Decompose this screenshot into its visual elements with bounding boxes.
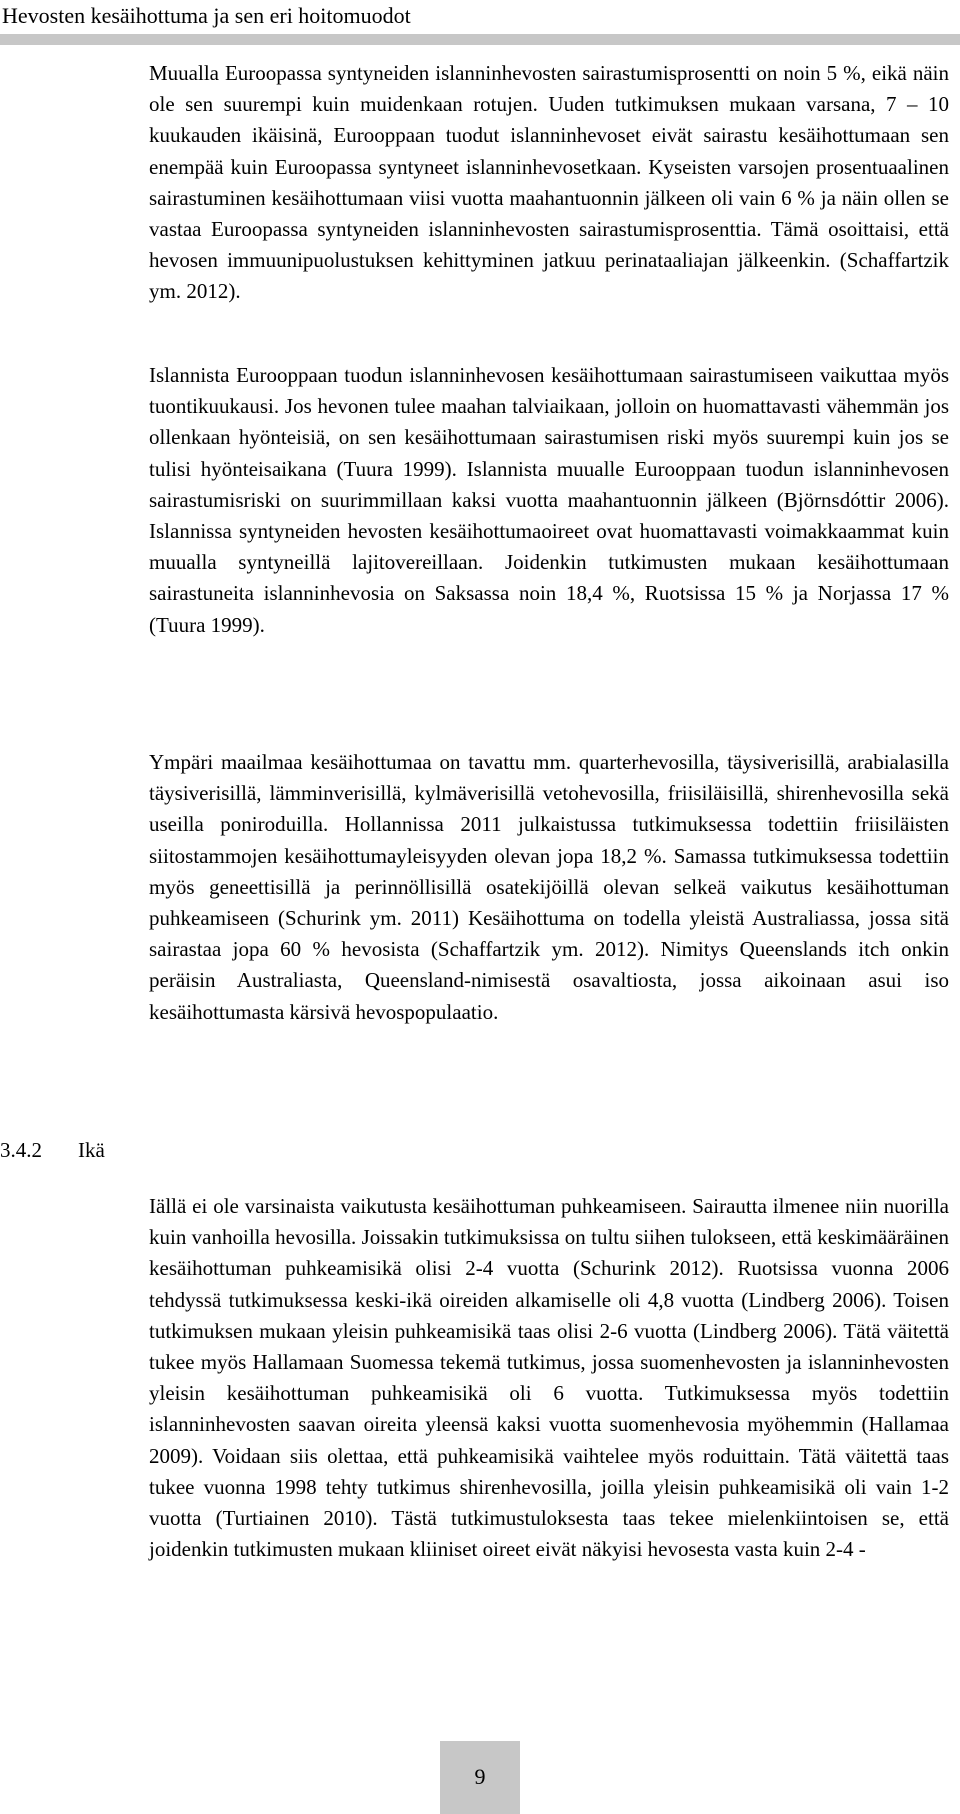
paragraph-3: Ympäri maailmaa kesäihottumaa on tavattu mm. quarterhevosilla, täysiverisillä, arabialasilla täysiverisillä, lämminverisillä, kylmäverisillä vetohevosilla, friisiläisillä, shirenhevosilla sekä useilla poniroduilla. Hollannissa 2011 julkaistussa tutkimuksessa todettiin friisiläisten siitostammojen kesäihottumayleisyyden olevan jopa 18,2 %. Samassa tutkimuksessa todettiin myös geneettisillä ja perinnöllisillä osatekijöillä olevan selkeä vaikutus kesäihottuman puhkeamiseen (Schurink ym. 2011) Kesäihottuma on todella yleistä Australiassa, jossa sitä sairastaa jopa 60 % hevosista (Schaffartzik ym. 2012). Nimitys Queenslands itch onkin peräisin Australiasta, Queensland-nimisestä osavaltiosta, jossa aikoinaan asui iso kesäihottumasta kärsivä hevospopulaatio. [149,750,949,1024]
section-number: 3.4.2 [0,1138,42,1162]
page-header [0,0,960,52]
paragraph-4: Iällä ei ole varsinaista vaikutusta kesäihottuman puhkeamiseen. Sairautta ilmenee niin nuorilla kuin vanhoilla hevosilla. Joissakin tutkimuksissa on tultu siihen tulokseen, että keskimääräinen kesäihottuman puhkeamisikä olisi 2-4 vuotta (Schurink 2012). Ruotsissa vuonna 2006 tehdyssä tutkimuksessa keski-ikä oireiden alkamiselle oli 4,8 vuotta (Lindberg 2006). Toisen tutkimuksen mukaan yleisin puhkeamisikä taas olisi 2-6 vuotta (Lindberg 2006). Tätä väitettä tukee myös Hallamaan Suomessa tekemä tutkimus, jossa suomenhevosten ja islanninhevosten yleisin kesäihottuman puhkeamisikä oli 6 vuotta. Tutkimuksessa myös todettiin islanninhevosten saavan oireita yleensä kaksi vuotta suomenhevosia myöhemmin (Hallamaa 2009). Voidaan siis olettaa, että puhkeamisikä vaihtelee myös roduittain. Tätä väitettä taas tukee vuonna 1998 tehty tutkimus shirenhevosilla, joilla yleisin puhkeamisikä oli vain 1-2 vuotta (Turtiainen 2010). Tästä tutkimustuloksesta taas tekee mielenkiintoisen se, että joidenkin tutkimusten mukaan kliiniset oireet eivät näkyisi hevosesta vasta kuin 2-4 - [149,1194,949,1562]
running-header-title: Hevosten kesäihottuma ja sen eri hoitomuodot [2,3,411,28]
section-title: Ikä [78,1138,105,1162]
paragraph-1: Muualla Euroopassa syntyneiden islanninhevosten sairastumisprosentti on noin 5 %, eikä näin ole sen suurempi kuin muidenkaan rotujen. Uuden tutkimuksen mukaan varsana, 7 – 10 kuukauden ikäisinä, Eurooppaan tuodut islanninhevoset eivät sairastu kesäihottumaan sen enempää kuin Euroopassa syntyneet islanninhevosetkaan. Kyseisten varsojen prosentuaalinen sairastuminen kesäihottumaan viisi vuotta maahantuonnin jälkeen oli vain 6 % ja näin ollen se vastaa Euroopassa syntyneiden islanninhevosten sairastumisprosenttia. Tämä osoittaisi, että hevosen immuunipuolustuksen kehittyminen jatkuu perinataaliajan jälkeenkin. (Schaffartzik ym. 2012). [149,61,949,304]
page-number: 9 [474,1764,486,1789]
paragraph-2: Islannista Eurooppaan tuodun islanninhevosen kesäihottumaan sairastumiseen vaikuttaa myös tuontikuukausi. Jos hevonen tulee maahan talviaikaan, jolloin on huomattavasti vähemmän jos ollenkaan hyönteisiä, on sen kesäihottumaan sairastumisen riski myös suurempi kuin jos se tulisi hyönteisaikana (Tuura 1999). Islannista muualle Eurooppaan tuodun islanninhevosen sairastumisriski on suurimmillaan kaksi vuotta maahantuonnin jälkeen (Björnsdóttir 2006). Islannissa syntyneiden hevosten kesäihottumaoireet ovat huomattavasti voimakkaammat kuin muualla syntyneillä lajitovereillaan. Joidenkin tutkimusten mukaan kesäihottumaan sairastuneita islanninhevosia on Saksassa noin 18,4 %, Ruotsissa 15 % ja Norjassa 17 % (Tuura 1999). [149,363,949,637]
header-rule [0,34,960,45]
page-number-box [440,1741,520,1814]
section-heading [0,1135,105,1166]
